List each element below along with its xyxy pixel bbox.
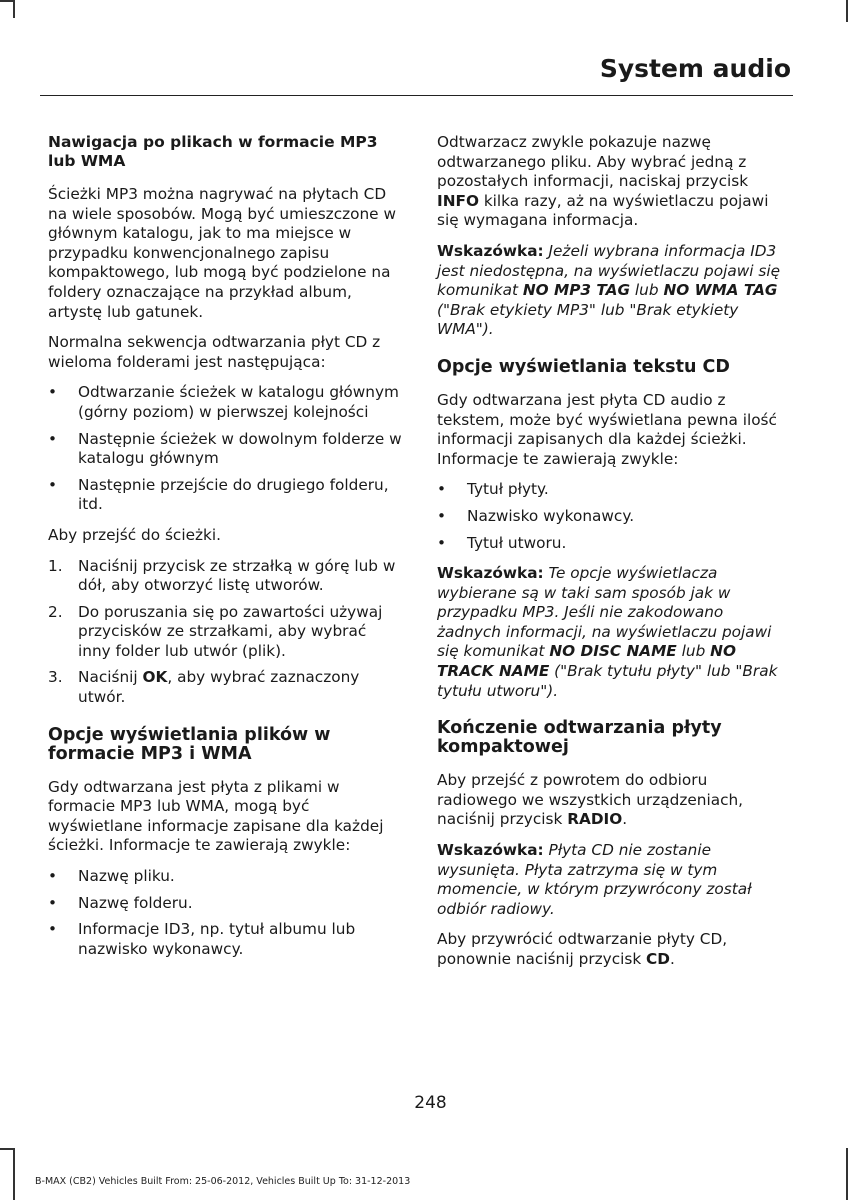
bullet-marker: •	[437, 533, 447, 552]
paragraph: Normalna sekwencja odtwarzania płyt CD z wieloma folderami jest następująca:	[48, 333, 381, 371]
left-column	[48, 133, 403, 970]
bullet-marker: •	[48, 475, 58, 494]
page-title: System audio	[599, 54, 791, 83]
note-label: Wskazówka:	[437, 841, 544, 860]
bullet-list	[437, 480, 792, 553]
note-label: Wskazówka:	[437, 564, 544, 583]
bullet-marker: •	[48, 920, 58, 939]
crop-mark	[0, 0, 14, 2]
list-item: • Odtwarzanie ścieżek w katalogu głównym (górny poziom) w pierwszej kolejności	[48, 383, 399, 421]
list-item: • Tytuł utworu.	[437, 533, 567, 552]
paragraph: Aby przejść z powrotem do odbioru radiowego we wszystkich urządzeniach, naciśnij przycisk RADIO.	[437, 771, 744, 829]
bullet-marker: •	[48, 893, 58, 912]
crop-mark	[846, 1148, 848, 1200]
bullet-list	[48, 383, 403, 515]
bullet-marker: •	[437, 480, 447, 499]
paragraph: Gdy odtwarzana jest płyta z plikami w formacie MP3 lub WMA, mogą być wyświetlane informacje zapisane dla każdej ścieżki. Informacje te zawierają zwykle:	[48, 777, 384, 855]
message-code: NO MP3 TAG	[522, 281, 631, 300]
key-label: INFO	[437, 191, 479, 210]
key-label: RADIO	[567, 810, 623, 829]
bullet-list	[48, 867, 403, 959]
crop-mark	[13, 1148, 15, 1200]
paragraph: Odtwarzacz zwykle pokazuje nazwę odtwarzanego pliku. Aby wybrać jedną z pozostałych informacji, naciskaj przycisk INFO kilka razy, aż na wyświetlaczu pojawi się wymagana informacja.	[437, 133, 769, 230]
note-label: Wskazówka:	[437, 241, 544, 260]
list-item: • Informacje ID3, np. tytuł albumu lub nazwisko wykonawcy.	[48, 920, 356, 958]
right-column	[437, 133, 792, 981]
list-item: 1. Naciśnij przycisk ze strzałką w górę lub w dół, aby otworzyć listę utworów.	[48, 556, 396, 595]
list-item: • Tytuł płyty.	[437, 480, 549, 499]
paragraph: Ścieżki MP3 można nagrywać na płytach CD na wiele sposobów. Mogą być umieszczone w głównym katalogu, jak to ma miejsce w przypadku konwencjonalnego zapisu kompaktowego, lub mogą być podzielone na foldery oznaczające na przykład album, artystę lub gatunek.	[48, 185, 396, 321]
header-divider	[40, 95, 793, 96]
note: Wskazówka: Te opcje wyświetlacza wybierane są w taki sam sposób jak w przypadku MP3. Jeśli nie zakodowano żadnych informacji, na wyświetlaczu pojawi się komunikat NO DISC NAME lub NO TRACK NAME ("Brak tytułu płyty" lub "Brak tytułu utworu").	[437, 564, 778, 700]
page-number: 248	[414, 1093, 447, 1113]
list-item: • Nazwę pliku.	[48, 867, 175, 886]
section-heading-cd-text: Opcje wyświetlania tekstu CD	[437, 356, 730, 377]
bullet-marker: •	[48, 383, 58, 402]
list-item: 2. Do poruszania się po zawartości używaj przycisków ze strzałkami, aby wybrać inny folder lub utwór (plik).	[48, 602, 383, 660]
list-item: • Następnie przejście do drugiego folderu, itd.	[48, 475, 389, 514]
step-number: 2.	[48, 602, 63, 621]
list-item: • Nazwę folderu.	[48, 893, 193, 912]
footer-vehicle-info: B-MAX (CB2) Vehicles Built From: 25-06-2012, Vehicles Built Up To: 31-12-2013	[35, 1176, 411, 1187]
paragraph: Aby przywrócić odtwarzanie płyty CD, ponownie naciśnij przycisk CD.	[437, 930, 728, 968]
crop-mark	[13, 0, 15, 18]
list-item: • Następnie ścieżek w dowolnym folderze w katalogu głównym	[48, 429, 402, 468]
paragraph: Gdy odtwarzana jest płyta CD audio z tekstem, może być wyświetlana pewna ilość informacji zapisanych dla każdej ścieżki. Informacje te zawierają zwykle:	[437, 390, 777, 468]
paragraph: Aby przejść do ścieżki.	[48, 525, 221, 544]
bullet-marker: •	[48, 867, 58, 886]
crop-mark	[0, 1148, 14, 1150]
key-label: CD	[646, 950, 670, 968]
section-heading-mp3-navigation: Nawigacja po plikach w formacie MP3 lub WMA	[48, 133, 378, 170]
note: Wskazówka: Jeżeli wybrana informacja ID3 jest niedostępna, na wyświetlaczu pojawi się komunikat NO MP3 TAG lub NO WMA TAG ("Brak etykiety MP3" lub "Brak etykiety WMA").	[437, 241, 780, 339]
key-label: OK	[142, 668, 168, 687]
section-heading-stop-cd: Kończenie odtwarzania płyty kompaktowej	[437, 718, 722, 758]
bullet-marker: •	[437, 506, 447, 525]
bullet-marker: •	[48, 429, 58, 448]
numbered-list	[48, 557, 403, 708]
list-item: • Nazwisko wykonawcy.	[437, 506, 635, 525]
list-item: 3. Naciśnij OK, aby wybrać zaznaczony utwór.	[48, 668, 360, 707]
message-code: NO WMA TAG	[663, 281, 778, 300]
message-code: NO DISC NAME	[549, 642, 677, 661]
step-number: 3.	[48, 668, 63, 687]
note: Wskazówka: Płyta CD nie zostanie wysunięta. Płyta zatrzyma się w tym momencie, w którym przywrócony został odbiór radiowy.	[437, 841, 752, 918]
crop-mark	[846, 0, 848, 22]
section-heading-mp3-display: Opcje wyświetlania plików w formacie MP3 i WMA	[48, 724, 331, 764]
message-code: NO TRACK NAME	[437, 642, 736, 681]
step-number: 1.	[48, 556, 63, 575]
